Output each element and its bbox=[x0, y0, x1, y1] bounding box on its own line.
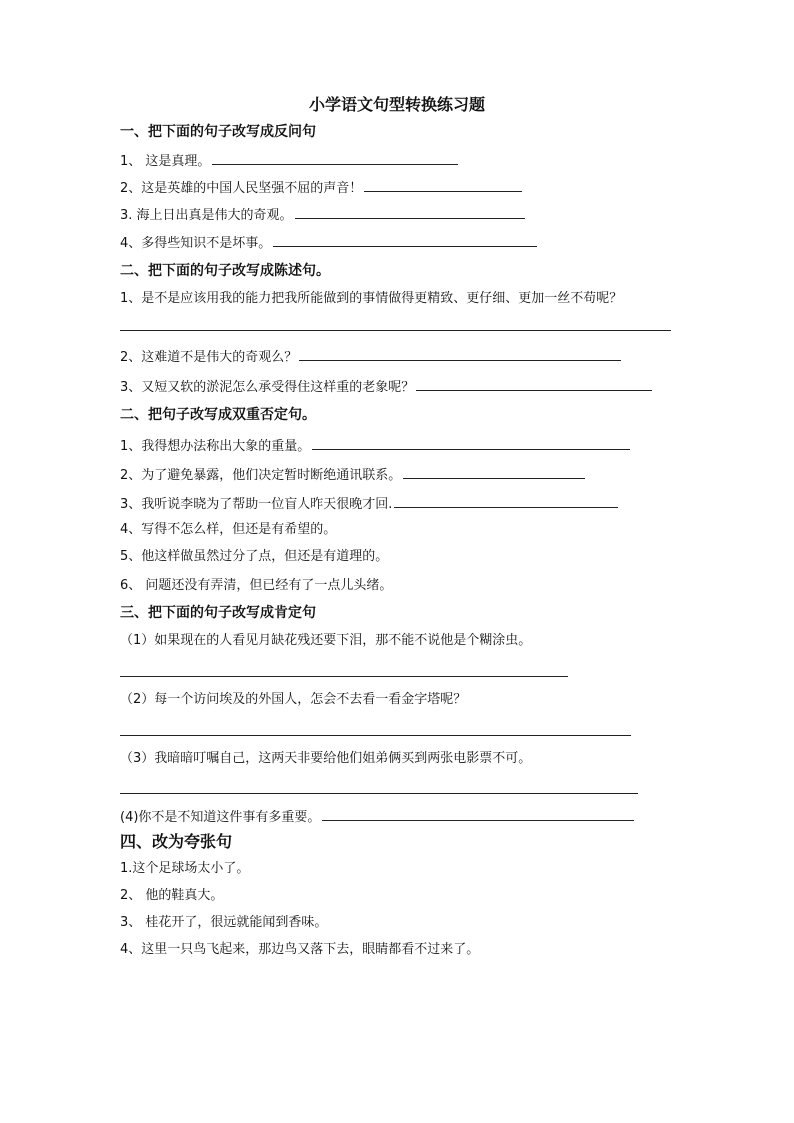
question-4-3 bbox=[120, 750, 531, 768]
question-1-2 bbox=[120, 178, 522, 198]
question-1-3 bbox=[120, 205, 525, 225]
section-heading-4: 三、把下面的句子改写成肯定句 bbox=[120, 605, 316, 621]
answer-blank[interactable] bbox=[312, 436, 630, 450]
page-title: 小学语文句型转换练习题 bbox=[308, 95, 485, 114]
question-5-3 bbox=[120, 914, 327, 932]
question-text: 1.这个足球场太小了。 bbox=[120, 861, 250, 876]
answer-blank[interactable] bbox=[299, 347, 621, 361]
question-text: 4、写得不怎么样，但还是有希望的。 bbox=[120, 522, 337, 537]
question-5-2 bbox=[120, 887, 223, 905]
question-text: 3、我听说李晓为了帮助一位盲人昨天很晚才回. bbox=[120, 497, 393, 512]
question-text: 4、这里一只鸟飞起来，那边鸟又落下去，眼睛都看不过来了。 bbox=[120, 942, 480, 957]
question-text: （3）我暗暗叮嘱自己，这两天非要给他们姐弟俩买到两张电影票不可。 bbox=[120, 751, 532, 766]
question-text: (4)你不是不知道这件事有多重要。 bbox=[120, 810, 321, 825]
section-heading-2: 二、把下面的句子改写成陈述句。 bbox=[120, 263, 330, 279]
question-1-4 bbox=[120, 233, 537, 253]
question-text: 3、又短又软的淤泥怎么承受得住这样重的老象呢？ bbox=[120, 380, 415, 395]
question-text: 5、他这样做虽然过分了点，但还是有道理的。 bbox=[120, 549, 389, 564]
section-heading-1: 一、把下面的句子改写成反问句 bbox=[120, 124, 316, 140]
question-text: 1、 这是真理。 bbox=[120, 154, 211, 169]
question-3-2 bbox=[120, 465, 585, 485]
answer-line[interactable] bbox=[120, 793, 638, 794]
question-4-4 bbox=[120, 807, 634, 827]
question-2-2 bbox=[120, 347, 621, 367]
question-1-1 bbox=[120, 151, 458, 171]
question-3-3 bbox=[120, 494, 618, 514]
question-2-1 bbox=[120, 290, 622, 308]
question-4-2 bbox=[120, 691, 466, 709]
question-4-1 bbox=[120, 632, 531, 650]
section-heading-3: 二、把句子改写成双重否定句。 bbox=[120, 407, 316, 423]
answer-line[interactable] bbox=[120, 676, 568, 677]
answer-blank[interactable] bbox=[212, 151, 458, 165]
answer-blank[interactable] bbox=[416, 377, 652, 391]
question-text: 1、是不是应该用我的能力把我所能做到的事情做得更精致、更仔细、更加一丝不苟呢？ bbox=[120, 291, 623, 306]
question-3-4 bbox=[120, 521, 336, 539]
question-5-4 bbox=[120, 941, 479, 959]
question-text: 3. 海上日出真是伟大的奇观。 bbox=[120, 208, 293, 223]
question-3-6 bbox=[120, 577, 392, 595]
question-text: 3、 桂花开了，很远就能闻到香味。 bbox=[120, 915, 328, 930]
question-text: 2、为了避免暴露，他们决定暂时断绝通讯联系。 bbox=[120, 468, 402, 483]
answer-blank[interactable] bbox=[273, 233, 537, 247]
answer-blank[interactable] bbox=[394, 494, 618, 508]
question-2-3 bbox=[120, 377, 652, 397]
question-text: 4、多得些知识不是坏事。 bbox=[120, 236, 272, 251]
question-text: （2）每一个访问埃及的外国人，怎会不去看一看金字塔呢？ bbox=[120, 692, 467, 707]
answer-line[interactable] bbox=[120, 735, 631, 736]
question-3-5 bbox=[120, 548, 388, 566]
question-text: 2、这是英雄的中国人民坚强不屈的声音！ bbox=[120, 181, 363, 196]
answer-blank[interactable] bbox=[322, 807, 634, 821]
question-text: 2、 他的鞋真大。 bbox=[120, 888, 224, 903]
question-5-1 bbox=[120, 860, 249, 878]
section-heading-5: 四、改为夸张句 bbox=[120, 832, 233, 851]
question-3-1 bbox=[120, 436, 630, 456]
question-text: 2、这难道不是伟大的奇观么？ bbox=[120, 350, 298, 365]
answer-blank[interactable] bbox=[403, 465, 585, 479]
question-text: 1、我得想办法称出大象的重量。 bbox=[120, 439, 311, 454]
answer-line[interactable] bbox=[120, 330, 671, 331]
answer-blank[interactable] bbox=[364, 178, 522, 192]
answer-blank[interactable] bbox=[295, 205, 525, 219]
question-text: 6、 问题还没有弄清，但已经有了一点儿头绪。 bbox=[120, 578, 393, 593]
question-text: （1）如果现在的人看见月缺花残还要下泪，那不能不说他是个糊涂虫。 bbox=[120, 633, 532, 648]
